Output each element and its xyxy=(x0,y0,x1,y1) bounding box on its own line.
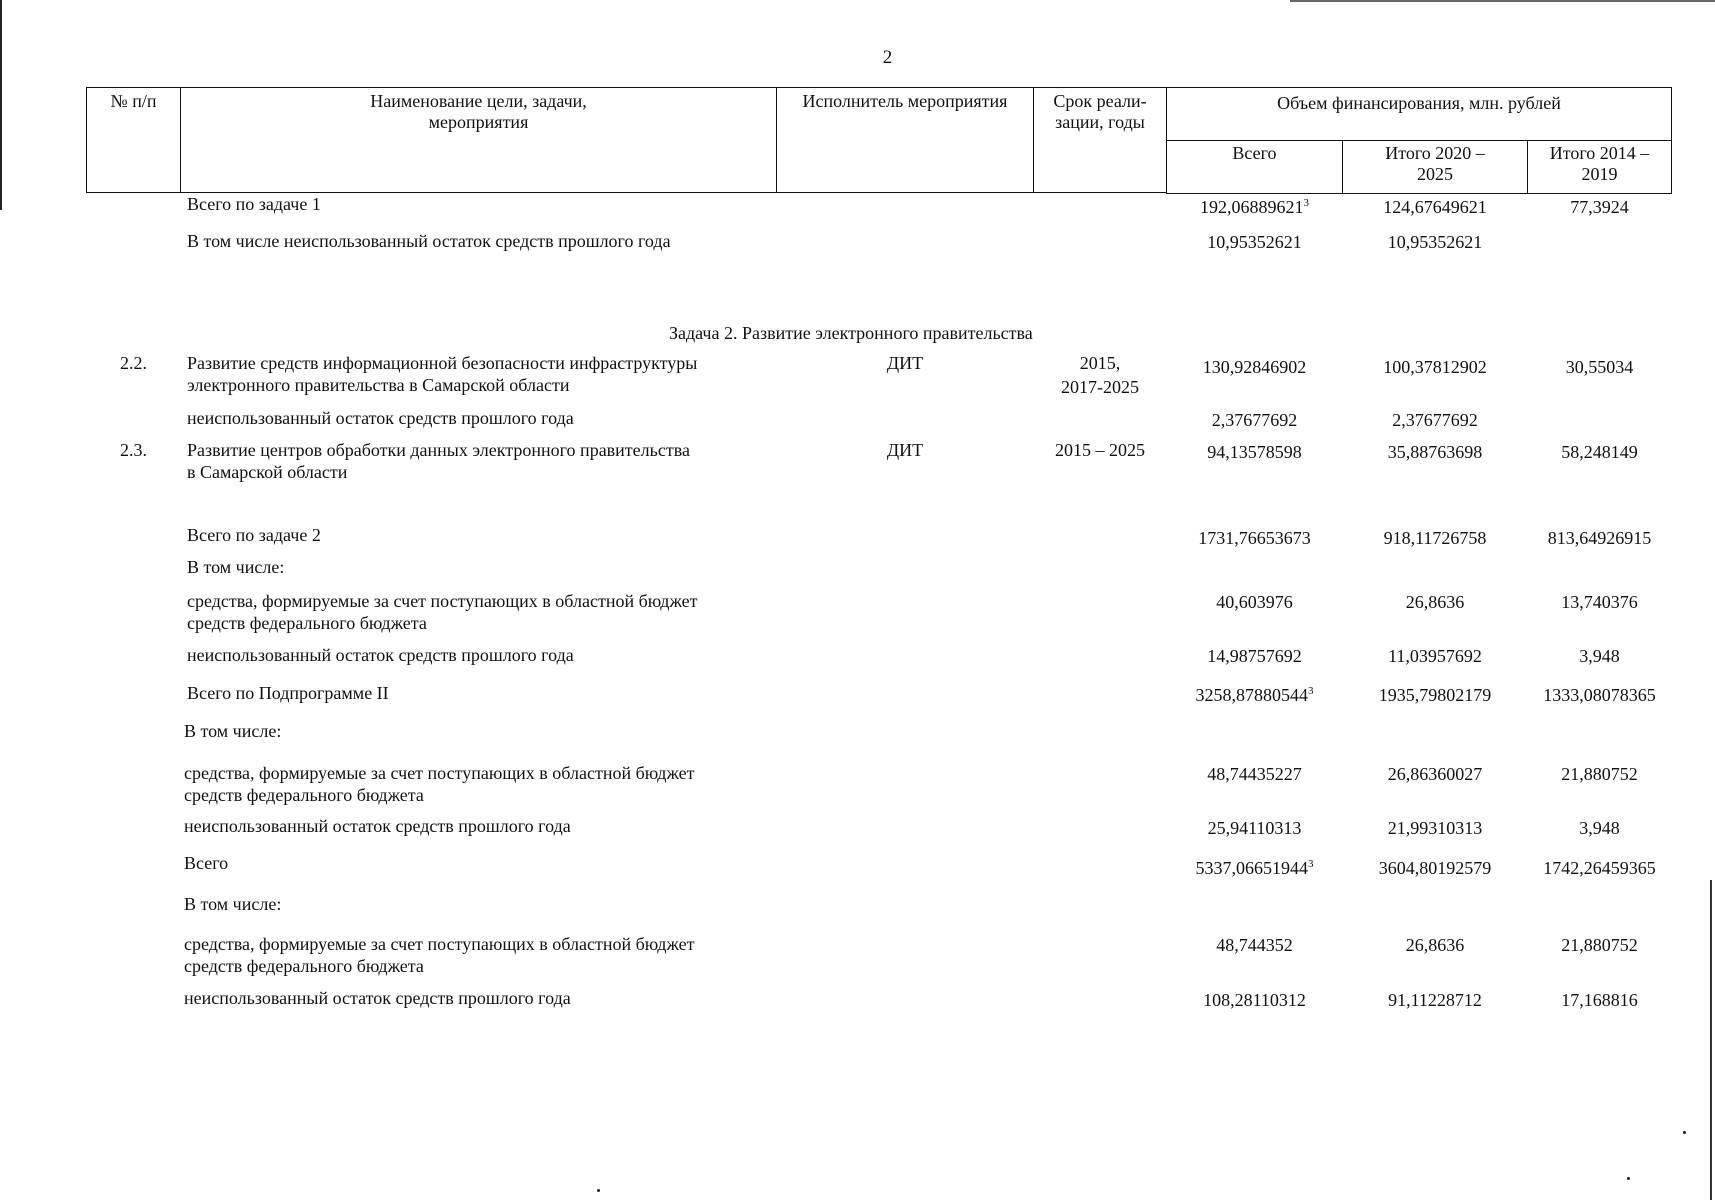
row-total-2020-2025: 26,8636 xyxy=(1405,592,1465,612)
row-total xyxy=(1166,857,1343,879)
header-total-label: Всего xyxy=(1232,143,1277,163)
row-total-2014-2019: 1742,26459365 xyxy=(1543,858,1656,878)
row-name-line-2: средств федерального бюджета xyxy=(184,785,424,805)
row-name: неиспользованный остаток средств прошлого года xyxy=(187,408,574,428)
footnote-marker: 3 xyxy=(1303,197,1309,209)
header-cell-name xyxy=(180,87,777,193)
scan-speck xyxy=(1627,1177,1630,1180)
row-total-2020-2025: 1935,79802179 xyxy=(1378,685,1492,705)
row-period: 2015 – 2025 xyxy=(1055,440,1145,460)
row-name: неиспользованный остаток средств прошлого года xyxy=(187,645,574,665)
row-name-line-1: средства, формируемые за счет поступающих в областной бюджет xyxy=(184,934,695,954)
row-name: Всего по задаче 1 xyxy=(187,194,321,214)
row-executor: ДИТ xyxy=(886,353,924,373)
row-period-line-1: 2015, xyxy=(1079,353,1121,373)
header-name-label: Наименование цели, задачи, мероприятия xyxy=(370,91,587,132)
row-total-2014-2019: 17,168816 xyxy=(1561,990,1638,1010)
row-name-line-2: средств федерального бюджета xyxy=(184,956,424,976)
row-total: 1731,76653673 xyxy=(1198,528,1311,548)
row-name: Всего по задаче 2 xyxy=(187,525,321,545)
row-name-line-1: Развитие средств информационной безопасности инфраструктуры xyxy=(187,353,698,373)
header-cell-2014-2019 xyxy=(1527,140,1672,194)
row-total-2020-2025: 11,03957692 xyxy=(1388,646,1482,666)
row-name-line-2: средств федерального бюджета xyxy=(187,613,427,633)
header-funding-label: Объем финансирования, млн. рублей xyxy=(1277,93,1561,113)
header-period-label: Срок реали-зации, годы xyxy=(1053,91,1147,132)
row-total: 2,37677692 xyxy=(1211,410,1298,430)
row-total: 14,98757692 xyxy=(1207,646,1302,666)
row-total-2014-2019: 13,740376 xyxy=(1561,592,1638,612)
row-name: В том числе неиспользованный остаток средств прошлого года xyxy=(187,231,671,251)
row-name-line-1: средства, формируемые за счет поступающих в областной бюджет xyxy=(184,763,695,783)
row-total-2020-2025: 124,67649621 xyxy=(1383,197,1487,217)
row-total-value: 192,06889621 xyxy=(1200,197,1304,217)
row-total-2020-2025: 10,95352621 xyxy=(1387,232,1483,252)
row-name-subheading: В том числе: xyxy=(184,894,282,914)
page-number: 2 xyxy=(882,47,893,68)
row-number: 2.2. xyxy=(120,353,147,373)
footnote-marker: 3 xyxy=(1308,858,1314,870)
header-num-label: № п/п xyxy=(110,91,157,111)
row-total xyxy=(1166,196,1343,218)
row-total-2014-2019: 3,948 xyxy=(1579,646,1620,666)
row-total-2020-2025: 26,86360027 xyxy=(1387,764,1483,784)
row-total: 10,95352621 xyxy=(1207,232,1302,252)
section-heading-task-2: Задача 2. Развитие электронного правительства xyxy=(669,323,1033,343)
row-total: 48,744352 xyxy=(1216,935,1293,955)
row-total-2014-2019: 77,3924 xyxy=(1570,197,1629,217)
scan-speck xyxy=(597,1189,600,1192)
header-cell-period xyxy=(1033,87,1167,193)
row-name-line-1: средства, формируемые за счет поступающих в областной бюджет xyxy=(187,591,698,611)
row-total-2020-2025: 91,11228712 xyxy=(1388,990,1482,1010)
row-name: неиспользованный остаток средств прошлого года xyxy=(184,988,571,1008)
row-name: Всего xyxy=(184,853,229,873)
row-total-2020-2025: 918,11726758 xyxy=(1383,528,1487,548)
header-2014-label: Итого 2014 – 2019 xyxy=(1549,143,1650,184)
scan-edge-left xyxy=(0,0,2,210)
row-total: 130,92846902 xyxy=(1202,357,1307,377)
header-2020-label: Итого 2020 – 2025 xyxy=(1385,143,1485,184)
row-total-2014-2019: 813,64926915 xyxy=(1547,528,1652,548)
row-total-2014-2019: 21,880752 xyxy=(1561,935,1638,955)
row-total-value: 3258,87880544 xyxy=(1195,685,1308,705)
row-total xyxy=(1166,684,1343,706)
row-total-2014-2019: 30,55034 xyxy=(1565,357,1634,377)
row-name: Всего по Подпрограмме II xyxy=(187,683,389,703)
header-executor-label: Исполнитель мероприятия xyxy=(802,91,1008,111)
row-total-2020-2025: 100,37812902 xyxy=(1383,357,1487,377)
header-cell-total xyxy=(1166,140,1343,194)
row-total-2020-2025: 35,88763698 xyxy=(1387,442,1483,462)
header-cell-funding xyxy=(1166,87,1672,141)
row-name-line-2: электронного правительства в Самарской области xyxy=(187,375,570,395)
row-total: 94,13578598 xyxy=(1207,442,1302,462)
header-cell-2020-2025 xyxy=(1342,140,1528,194)
row-total-value: 5337,06651944 xyxy=(1195,858,1308,878)
scan-speck xyxy=(1683,1131,1686,1134)
row-name-subheading: В том числе: xyxy=(184,721,282,741)
header-cell-num xyxy=(86,87,181,193)
scan-edge-right xyxy=(1710,880,1712,1200)
row-name-subheading: В том числе: xyxy=(187,557,285,577)
row-total-2014-2019: 1333,08078365 xyxy=(1543,685,1656,705)
row-name-line-1: Развитие центров обработки данных электронного правительства xyxy=(187,440,690,460)
row-executor: ДИТ xyxy=(886,440,924,460)
header-cell-executor xyxy=(776,87,1034,193)
scan-top-rule xyxy=(1290,0,1715,2)
row-total-2020-2025: 3604,80192579 xyxy=(1378,858,1492,878)
row-name-line-2: в Самарской области xyxy=(187,462,348,482)
row-total-2020-2025: 2,37677692 xyxy=(1392,410,1478,430)
row-total-2014-2019: 58,248149 xyxy=(1561,442,1638,462)
row-total-2014-2019: 21,880752 xyxy=(1561,764,1638,784)
footnote-marker: 3 xyxy=(1308,685,1314,697)
row-name: неиспользованный остаток средств прошлого года xyxy=(184,816,571,836)
row-number: 2.3. xyxy=(120,440,147,460)
row-period-line-2: 2017-2025 xyxy=(1061,377,1139,397)
row-total: 108,28110312 xyxy=(1203,990,1306,1010)
row-total-2014-2019: 3,948 xyxy=(1579,818,1620,838)
row-total: 40,603976 xyxy=(1216,592,1293,612)
row-total-2020-2025: 26,8636 xyxy=(1405,935,1465,955)
row-total: 48,74435227 xyxy=(1207,764,1302,784)
row-total: 25,94110313 xyxy=(1207,818,1302,838)
row-total-2020-2025: 21,99310313 xyxy=(1387,818,1483,838)
